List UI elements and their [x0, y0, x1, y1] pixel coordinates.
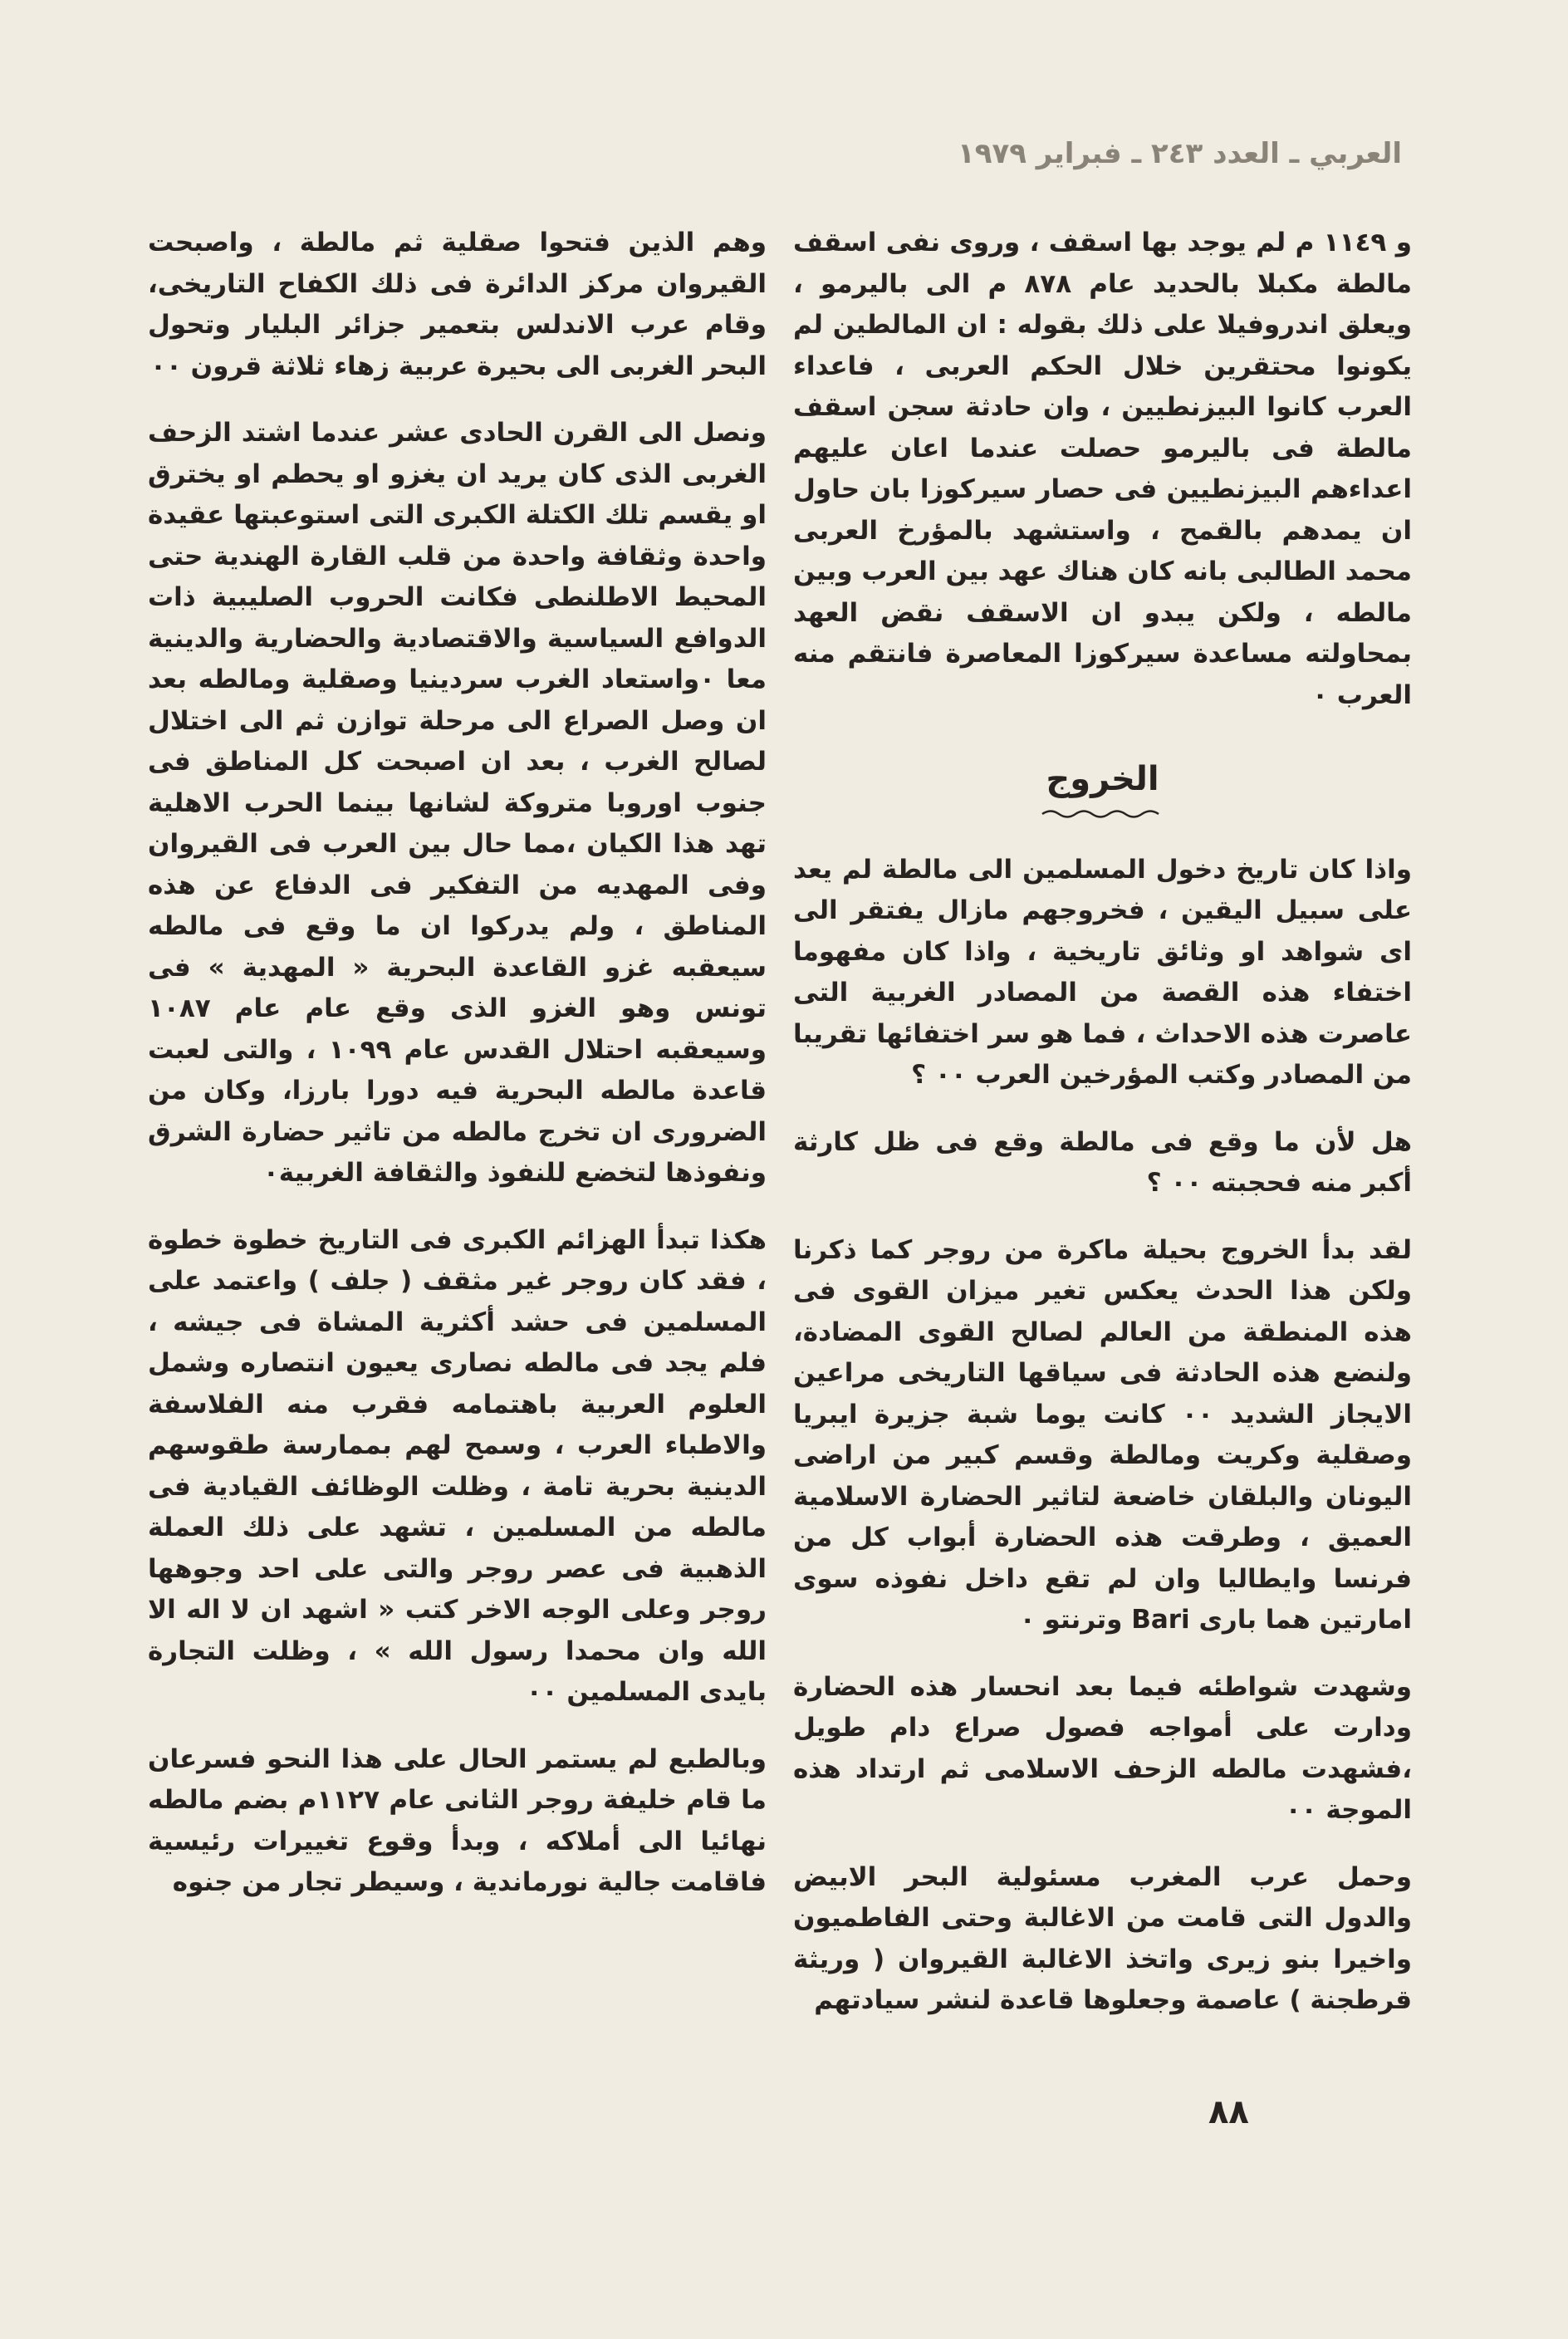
- paragraph: وبالطبع لم يستمر الحال على هذا النحو فسرعان ما قام خليفة روجر الثانى عام ١١٢٧م بضم مالطه نهائيا الى أملاكه ، وبدأ وقوع تغييرات رئيسية فاقامت جالية نورماندية ، وسيطر تجار من جنوه: [148, 1743, 767, 1897]
- section-heading-block: [793, 758, 1412, 820]
- running-header: العربي ـ العدد ٢٤٣ ـ فبراير ١٩٧٩: [957, 137, 1402, 170]
- paragraph: ونصل الى القرن الحادى عشر عندما اشتد الزحف الغربى الذى كان يريد ان يغزو او يحطم او يخترق او يقسم تلك الكتلة الكبرى التى استوعبتها عقيدة واحدة وثقافة واحدة من قلب القارة الهندية حتى المحيط الاطلنطى فكانت الحروب الصليبية ذات الدوافع السياسية والاقتصادية والحضارية والدينية معا ٠واستعاد الغرب سردينيا وصقلية ومالطه بعد ان وصل الصراع الى مرحلة توازن ثم الى اختلال لصالح الغرب ، بعد ان اصبحت كل المناطق فى جنوب اوروبا متروكة لشانها بينما الحرب الاهلية تهد هذا الكيان ،مما حال بين العرب فى القيروان وفى المهديه من التفكير فى الدفاع عن هذه المناطق ، ولم يدركوا ان ما وقع فى مالطه سيعقبه غزو القاعدة البحرية « المهدية » فى تونس وهو الغزو الذى وقع عام عام ١٠٨٧ وسيعقبه احتلال القدس عام ١٠٩٩ ، والتى لعبت قاعدة مالطه البحرية فيه دورا بارزا، وكان من الضرورى ان تخرج مالطه من تاثير حضارة الشرق ونفوذها لتخضع للنفوذ والثقافة الغربية٠: [148, 418, 767, 1188]
- section-heading: الخروج: [1046, 760, 1159, 798]
- paragraph: وحمل عرب المغرب مسئولية البحر الابيض والدول التى قامت من الاغالبة وحتى الفاطميون واخيرا بنو زيرى واتخذ الاغالبة القيروان ( وريثة قرطجنة ) عاصمة وجعلوها قاعدة لنشر سيادتهم: [793, 1861, 1412, 2015]
- right-column: [793, 223, 1412, 2047]
- paragraph: هل لأن ما وقع فى مالطة وقع فى ظل كارثة أكبر منه فحجبته ٠٠ ؟: [793, 1126, 1412, 1198]
- left-column: [148, 223, 767, 1930]
- page-number: ٨٨: [1208, 2093, 1249, 2131]
- paragraph: وهم الذين فتحوا صقلية ثم مالطة ، واصبحت القيروان مركز الدائرة فى ذلك الكفاح التاريخى، وقام عرب الاندلس بتعمير جزائر البليار وتحول البحر الغربى الى بحيرة عربية زهاء ثلاثة قرون ٠٠: [148, 228, 767, 381]
- paragraph: واذا كان تاريخ دخول المسلمين الى مالطة لم يعد على سبيل اليقين ، فخروجهم مازال يفتقر الى اى شواهد او وثائق تاريخية ، واذا كان مفهوما اختفاء هذه القصة من المصادر الغربية التى عاصرت هذه الاحداث ، فما هو سر اختفائها تقريبا من المصادر وكتب المؤرخين العرب ٠٠ ؟: [793, 854, 1412, 1090]
- paragraph: وشهدت شواطئه فيما بعد انحسار هذه الحضارة ودارت على أمواجه فصول صراع دام طويل ،فشهدت مالطه الزحف الاسلامى ثم ارتداد هذه الموجة ٠٠: [793, 1671, 1412, 1825]
- paragraph: هكذا تبدأ الهزائم الكبرى فى التاريخ خطوة خطوة ، فقد كان روجر غير مثقف ( جلف ) واعتمد على المسلمين فى حشد أكثرية المشاة فى جيشه ، فلم يجد فى مالطه نصارى يعيون انتصاره وشمل العلوم العربية باهتمامه فقرب منه الفلاسفة والاطباء العرب ، وسمح لهم بممارسة طقوسهم الدينية بحرية تامة ، وظلت الوظائف القيادية فى مالطه من المسلمين ، تشهد على ذلك العملة الذهبية فى عصر روجر والتى على احد وجوهها روجر وعلى الوجه الاخر كتب « اشهد ان لا اله الا الله وان محمدا رسول الله » ، وظلت التجارة بايدى المسلمين ٠٠: [148, 1224, 767, 1707]
- paragraph: و ١١٤٩ م لم يوجد بها اسقف ، وروى نفى اسقف مالطة مكبلا بالحديد عام ٨٧٨ م الى باليرمو ، ويعلق اندروفيلا على ذلك بقوله : ان المالطين لم يكونوا محتقرين خلال الحكم العربى ، فاعداء العرب كانوا البيزنطيين ، وان حادثة سجن اسقف مالطة فى باليرمو حصلت عندما اعان عليهم اعداءهم البيزنطيين فى حصار سيركوزا بان حاول ان يمدهم بالقمح ، واستشهد بالمؤرخ العربى محمد الطالبى بانه كان هناك عهد بين العرب وبين مالطه ، ولكن يبدو ان الاسقف نقض العهد بمحاولته مساعدة سيركوزا المعاصرة فانتقم منه العرب ٠: [793, 228, 1413, 710]
- paragraph: لقد بدأ الخروج بحيلة ماكرة من روجر كما ذكرنا ولكن هذا الحدث يعكس تغير ميزان القوى فى هذه المنطقة من العالم لصالح القوى المضادة، ولنضع هذه الحادثة فى سياقها التاريخى مراعين الايجاز الشديد ٠٠ كانت يوما شبة جزيرة ايبريا وصقلية وكريت ومالطة وقسم كبير من اراضى اليونان والبلقان خاضعة لتاثير الحضارة الاسلامية العميق ، وطرقت هذه الحضارة أبواب كل من فرنسا وايطاليا وان لم تقع داخل نفوذه سوى امارتين هما بارى Bari وترنتو ٠: [793, 1234, 1413, 1635]
- heading-underline: [1041, 807, 1165, 820]
